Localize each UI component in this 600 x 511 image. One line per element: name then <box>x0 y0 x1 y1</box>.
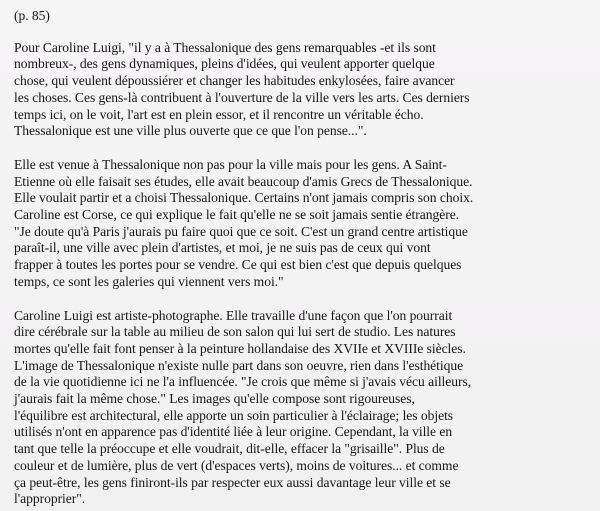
text-line: l'approprier". <box>14 491 86 507</box>
text-line: Elle est venue à Thessalonique non pas pour la ville mais pour les gens. A Saint- <box>14 156 447 172</box>
text-line: temps, ce sont les galeries qui viennent vers moi." <box>14 273 284 289</box>
text-line: couleur et de lumière, plus de vert (d'espaces verts), moins de voitures... et comme <box>14 457 459 473</box>
text-line: Thessalonique est une ville plus ouverte que ce que l'on pense...". <box>14 123 367 139</box>
text-line: l'équilibre est architectural, elle apporte un soin particulier à l'éclairage; les objets <box>14 407 454 423</box>
text-line: L'image de Thessalonique n'existe nulle part dans son oeuvre, rien dans l'esthétique <box>14 357 464 373</box>
text-line: Etienne où elle faisait ses études, elle avait beaucoup d'amis Grecs de Thessalonique. <box>14 173 473 189</box>
text-line: frapper à toutes les portes pour se vendre. Ce qui est bien c'est que depuis quelques <box>14 257 462 273</box>
paragraph-why-thessalonique <box>14 157 584 291</box>
text-line: tant que telle la préoccupe et elle voudrait, dit-elle, effacer la "grisaille". Plus de <box>14 441 445 457</box>
text-line: nombreux-, des gens dynamiques, pleins d'idées, qui veulent apporter quelque <box>14 56 435 72</box>
text-line: chose, qui veulent dépoussiérer et changer les habitudes enkylosées, faire avancer <box>14 73 455 89</box>
text-line: paraît-il, une ville avec plein d'artistes, et moi, je ne suis pas de ceux qui vont <box>14 240 431 256</box>
paragraph-artist-photographer <box>14 308 584 508</box>
text-line: les choses. Ces gens-là contribuent à l'ouverture de la ville vers les arts. Ces derniers <box>14 89 470 105</box>
text-line: mortes qu'elle fait font penser à la peinture hollandaise des XVIIe et XVIIIe siècles. <box>14 340 466 356</box>
text-line: utilisés n'ont en apparence pas d'identité liée à leur origine. Cependant, la ville en <box>14 424 453 440</box>
page-reference: (p. 85) <box>14 8 50 23</box>
text-line: Caroline est Corse, ce qui explique le fait qu'elle ne se soit jamais sentie étrangère. <box>14 207 460 223</box>
paragraph-thessalonique-quote <box>14 40 584 140</box>
text-line: dire cérébrale sur la table au milieu de son salon qui lui sert de studio. Les natures <box>14 324 456 340</box>
text-line: j'aurais fait la même chose." Les images qu'elle compose sont rigoureuses, <box>14 391 415 407</box>
text-line: Pour Caroline Luigi, "il y a à Thessalonique des gens remarquables -et ils sont <box>14 39 436 55</box>
text-line: temps ici, on le voit, l'art est en plein essor, et il rencontre un véritable écho. <box>14 106 424 122</box>
text-line: "Je doute qu'à Paris j'aurais pu faire quoi que ce soit. C'est un grand centre artistique <box>14 223 468 239</box>
text-line: Caroline Luigi est artiste-photographe. Elle travaille d'une façon que l'on pourrait <box>14 307 453 323</box>
text-line: Elle voulait partir et a choisi Thessalonique. Certains n'ont jamais compris son choix. <box>14 190 474 206</box>
text-line: ça peut-être, les gens finiront-ils par respecter eux aussi davantage leur ville et se <box>14 474 451 490</box>
text-line: de la vie quotidienne ici ne l'a influencée. "Je crois que même si j'avais vécu ailleurs, <box>14 374 472 390</box>
